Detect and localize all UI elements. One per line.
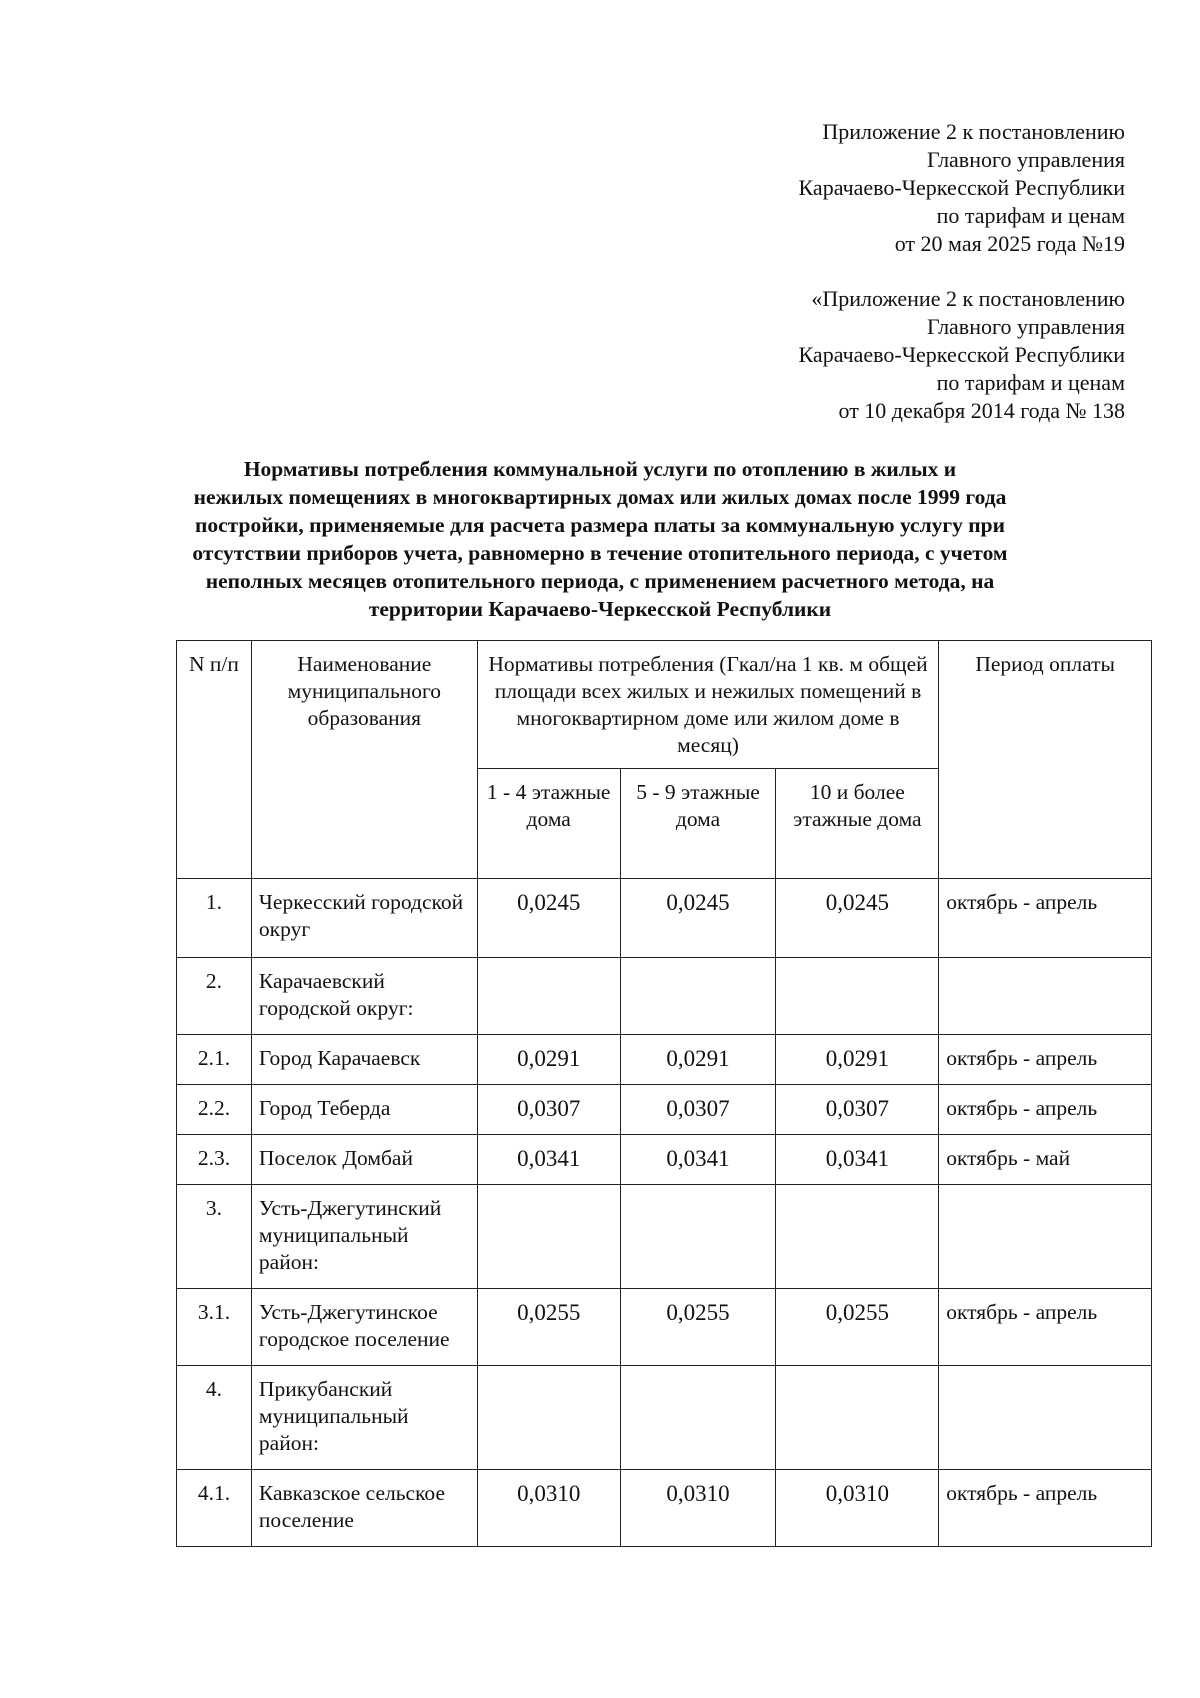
row-norm-5-9 <box>620 1366 776 1470</box>
row-municipality: Черкесский городской округ <box>251 879 477 958</box>
table-row <box>177 1035 1152 1085</box>
header-period: Период оплаты <box>939 641 1152 879</box>
row-number: 1. <box>177 879 252 958</box>
appendix-line: от 10 декабря 2014 года № 138 <box>838 398 1125 423</box>
row-norm-10-plus <box>776 1366 939 1470</box>
header-norms: Нормативы потребления (Гкал/на 1 кв. м общей площади всех жилых и нежилых помещений в многоквартирном доме или жилом доме в месяц) <box>477 641 939 769</box>
row-norm-1-4 <box>477 958 620 1035</box>
table-row <box>177 1135 1152 1185</box>
row-municipality: Усть-Джегутинское городское поселение <box>251 1289 477 1366</box>
row-norm-5-9 <box>620 1185 776 1289</box>
row-norm-5-9: 0,0255 <box>620 1289 776 1366</box>
row-norm-1-4: 0,0255 <box>477 1289 620 1366</box>
title-line: неполных месяцев отопительного периода, с применением расчетного метода, на <box>205 569 995 593</box>
appendix-header-original <box>525 285 1125 425</box>
row-norm-5-9: 0,0307 <box>620 1085 776 1135</box>
appendix-line: Карачаево-Черкесской Республики <box>798 175 1125 200</box>
row-norm-1-4: 0,0245 <box>477 879 620 958</box>
header-floors-5-9: 5 - 9 этажные дома <box>620 769 776 879</box>
title-line: Нормативы потребления коммунальной услуги по отоплению в жилых и <box>243 457 957 481</box>
title-line: отсутствии приборов учета, равномерно в течение отопительного периода, с учетом <box>192 541 1008 565</box>
row-norm-10-plus: 0,0255 <box>776 1289 939 1366</box>
row-norm-5-9: 0,0341 <box>620 1135 776 1185</box>
appendix-line: Главного управления <box>927 147 1125 172</box>
appendix-line: «Приложение 2 к постановлению <box>811 286 1125 311</box>
title-line: постройки, применяемые для расчета размера платы за коммунальную услугу при <box>194 513 1006 537</box>
row-municipality: Город Теберда <box>251 1085 477 1135</box>
row-norm-1-4 <box>477 1366 620 1470</box>
title-line: нежилых помещениях в многоквартирных домах или жилых домах после 1999 года <box>193 485 1007 509</box>
appendix-line: Главного управления <box>927 314 1125 339</box>
row-period: октябрь - апрель <box>939 1035 1152 1085</box>
row-municipality: Поселок Домбай <box>251 1135 477 1185</box>
row-period: октябрь - апрель <box>939 1470 1152 1547</box>
row-number: 4. <box>177 1366 252 1470</box>
row-norm-5-9: 0,0310 <box>620 1470 776 1547</box>
row-number: 2. <box>177 958 252 1035</box>
document-title <box>160 455 1040 623</box>
row-period: октябрь - апрель <box>939 1289 1152 1366</box>
appendix-line: от 20 мая 2025 года №19 <box>894 231 1125 256</box>
row-period: октябрь - апрель <box>939 879 1152 958</box>
row-municipality: Город Карачаевск <box>251 1035 477 1085</box>
row-number: 2.1. <box>177 1035 252 1085</box>
row-norm-10-plus: 0,0245 <box>776 879 939 958</box>
row-norm-10-plus <box>776 958 939 1035</box>
row-norm-1-4: 0,0341 <box>477 1135 620 1185</box>
appendix-header-current <box>525 118 1125 258</box>
table-row <box>177 879 1152 958</box>
header-num: N п/п <box>177 641 252 879</box>
appendix-line: Приложение 2 к постановлению <box>822 119 1125 144</box>
row-municipality: Карачаевский городской округ: <box>251 958 477 1035</box>
header-floors-10-plus: 10 и более этажные дома <box>776 769 939 879</box>
row-period <box>939 958 1152 1035</box>
row-period: октябрь - май <box>939 1135 1152 1185</box>
row-municipality: Усть-Джегутинский муниципальный район: <box>251 1185 477 1289</box>
row-number: 2.2. <box>177 1085 252 1135</box>
row-number: 3.1. <box>177 1289 252 1366</box>
table-row <box>177 958 1152 1035</box>
appendix-line: Карачаево-Черкесской Республики <box>798 342 1125 367</box>
row-norm-10-plus <box>776 1185 939 1289</box>
row-number: 3. <box>177 1185 252 1289</box>
appendix-line: по тарифам и ценам <box>936 370 1125 395</box>
table-row <box>177 1289 1152 1366</box>
row-norm-5-9: 0,0245 <box>620 879 776 958</box>
row-norm-1-4: 0,0291 <box>477 1035 620 1085</box>
row-number: 4.1. <box>177 1470 252 1547</box>
appendix-line: по тарифам и ценам <box>936 203 1125 228</box>
row-norm-1-4: 0,0310 <box>477 1470 620 1547</box>
table-row <box>177 1366 1152 1470</box>
row-norm-1-4 <box>477 1185 620 1289</box>
table-row <box>177 1085 1152 1135</box>
header-floors-1-4: 1 - 4 этажные дома <box>477 769 620 879</box>
norms-table <box>176 640 1152 1547</box>
row-number: 2.3. <box>177 1135 252 1185</box>
row-norm-10-plus: 0,0310 <box>776 1470 939 1547</box>
row-municipality: Кавказское сельское поселение <box>251 1470 477 1547</box>
table-row <box>177 1185 1152 1289</box>
row-period: октябрь - апрель <box>939 1085 1152 1135</box>
row-norm-1-4: 0,0307 <box>477 1085 620 1135</box>
title-line: территории Карачаево-Черкесской Республики <box>368 597 832 621</box>
table-row <box>177 1470 1152 1547</box>
row-norm-10-plus: 0,0341 <box>776 1135 939 1185</box>
row-municipality: Прикубанский муниципальный район: <box>251 1366 477 1470</box>
row-norm-5-9: 0,0291 <box>620 1035 776 1085</box>
row-period <box>939 1185 1152 1289</box>
header-name: Наименование муниципального образования <box>251 641 477 879</box>
row-norm-10-plus: 0,0291 <box>776 1035 939 1085</box>
row-period <box>939 1366 1152 1470</box>
row-norm-10-plus: 0,0307 <box>776 1085 939 1135</box>
row-norm-5-9 <box>620 958 776 1035</box>
